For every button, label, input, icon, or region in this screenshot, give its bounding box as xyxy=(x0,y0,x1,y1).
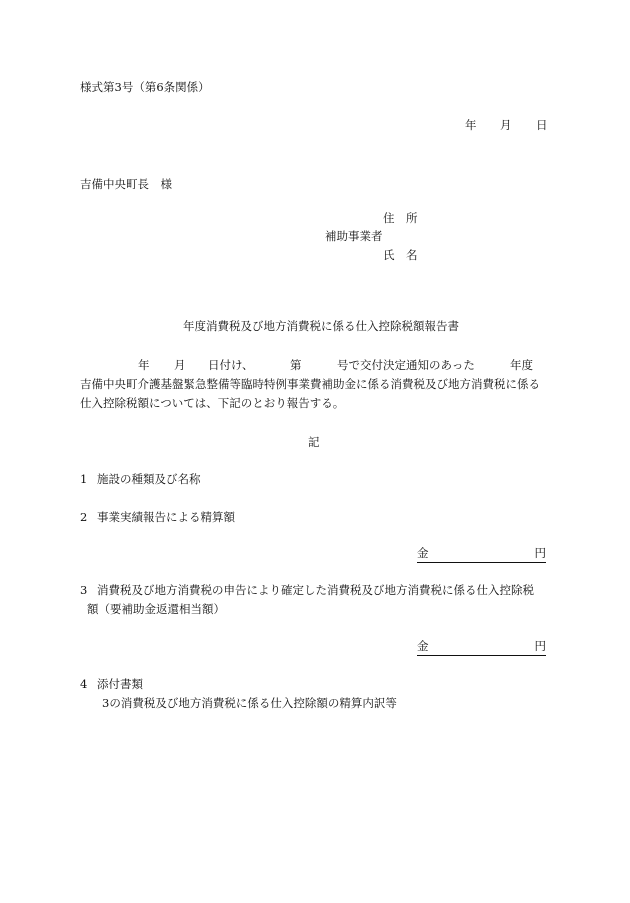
item-number: 3 xyxy=(80,583,88,597)
ki-label: 記 xyxy=(308,435,320,449)
yen-label: 円 xyxy=(534,546,546,560)
amount-field xyxy=(417,641,546,656)
date-month-label: 月 xyxy=(500,118,512,132)
intro-dai: 第 xyxy=(290,358,302,372)
intro-line-3: 仕入控除税額については、下記のとおり報告する。 xyxy=(80,396,345,410)
name-label: 氏 名 xyxy=(383,248,418,262)
item-sub-text: 3の消費税及び地方消費税に係る仕入控除額の精算内訳等 xyxy=(102,696,397,710)
item-text: 施設の種類及び名称 xyxy=(97,472,201,486)
item-text: 添付書類 xyxy=(97,677,143,691)
yen-label: 円 xyxy=(534,639,546,653)
applicant-role-label: 補助事業者 xyxy=(325,229,383,243)
item-number: 2 xyxy=(80,510,88,524)
intro-number-phrase: 号で交付決定通知のあった xyxy=(337,358,475,372)
intro-month: 月 xyxy=(174,358,186,372)
kin-label: 金 xyxy=(417,546,429,560)
document-title: 年度消費税及び地方消費税に係る仕入控除税額報告書 xyxy=(183,319,459,333)
item-text: 事業実績報告による精算額 xyxy=(97,510,235,524)
item-text: 消費税及び地方消費税の申告により確定した消費税及び地方消費税に係る仕入控除税 xyxy=(97,583,534,597)
item-number: 4 xyxy=(80,677,88,691)
date-day-label: 日 xyxy=(536,118,548,132)
kin-label: 金 xyxy=(417,639,429,653)
intro-year: 年 xyxy=(138,358,150,372)
intro-day: 日付け、 xyxy=(208,358,254,372)
amount-field xyxy=(417,548,546,563)
form-number-label: 様式第3号（第6条関係） xyxy=(80,80,210,94)
addressee: 吉備中央町長 様 xyxy=(80,177,172,191)
intro-line-2: 吉備中央町介護基盤緊急整備等臨時特例事業費補助金に係る消費税及び地方消費税に係る xyxy=(80,377,540,391)
intro-fiscal-year: 年度 xyxy=(510,358,533,372)
date-year-label: 年 xyxy=(465,118,477,132)
item-text-cont: 額（要補助金返還相当額） xyxy=(87,602,225,616)
item-number: 1 xyxy=(80,472,88,486)
address-label: 住 所 xyxy=(383,211,418,225)
